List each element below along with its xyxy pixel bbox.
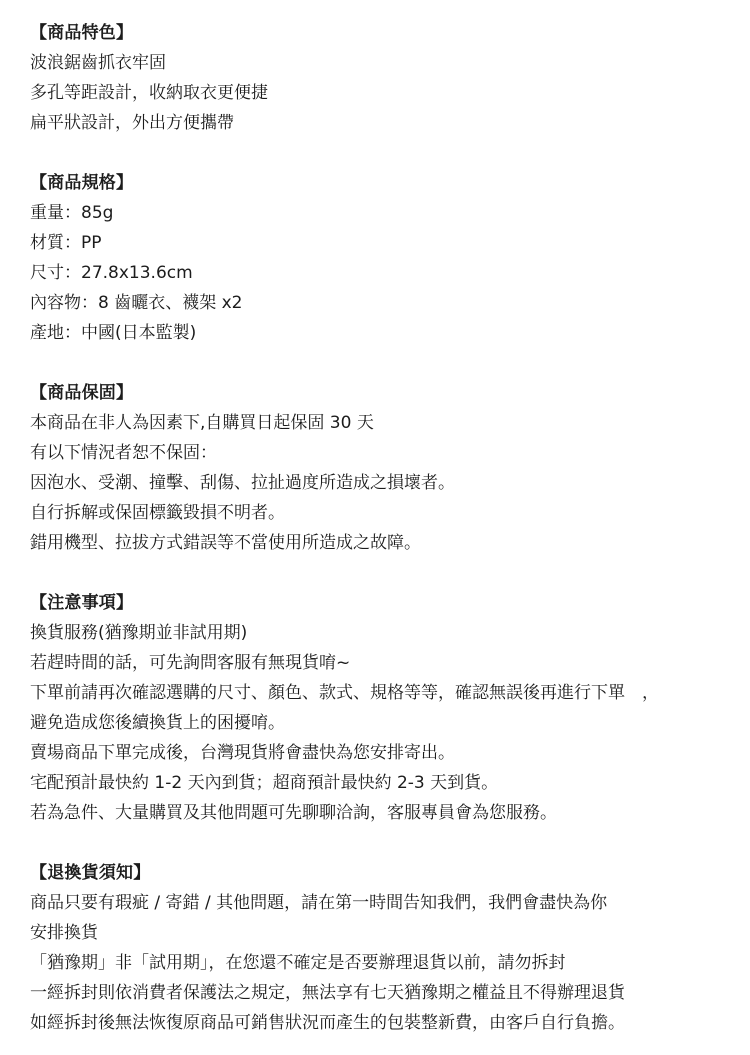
text-line: 「猶豫期」非「試用期」，在您還不確定是否要辦理退貨以前，請勿拆封 bbox=[30, 953, 566, 973]
text-line: 產地：中國(日本監製) bbox=[30, 323, 197, 343]
text-line: 波浪鋸齒抓衣牢固 bbox=[30, 53, 166, 73]
text-line: 換貨服務(猶豫期並非試用期) bbox=[30, 623, 248, 643]
section-heading: 【商品特色】 bbox=[30, 23, 134, 43]
section-heading: 【退換貨須知】 bbox=[30, 863, 151, 883]
text-line: 多孔等距設計，收納取衣更便捷 bbox=[30, 83, 268, 103]
text-line: 避免造成您後續換貨上的困擾唷。 bbox=[30, 713, 285, 733]
text-line: 錯用機型、拉拔方式錯誤等不當使用所造成之故障。 bbox=[30, 533, 421, 553]
section-features bbox=[30, 18, 730, 138]
section-warranty bbox=[30, 378, 730, 558]
section-heading: 【商品規格】 bbox=[30, 173, 134, 193]
text-line: 扁平狀設計，外出方便攜帶 bbox=[30, 113, 234, 133]
section-heading: 【注意事項】 bbox=[30, 593, 134, 613]
text-line: 材質：PP bbox=[30, 233, 102, 253]
text-line: 內容物：8 齒曬衣、襪架 x2 bbox=[30, 293, 243, 313]
text-line: 下單前請再次確認選購的尺寸、顏色、款式、規格等等，確認無誤後再進行下單 ， bbox=[30, 683, 659, 703]
section-returns bbox=[30, 858, 730, 1038]
text-line: 因泡水、受潮、撞擊、刮傷、拉扯過度所造成之損壞者。 bbox=[30, 473, 455, 493]
text-line: 自行拆解或保固標籤毀損不明者。 bbox=[30, 503, 285, 523]
product-description bbox=[30, 18, 730, 1038]
section-specs bbox=[30, 168, 730, 348]
text-line: 商品只要有瑕疵 / 寄錯 / 其他問題，請在第一時間告知我們，我們會盡快為你 bbox=[30, 893, 608, 913]
text-line: 尺寸：27.8x13.6cm bbox=[30, 263, 193, 283]
text-line: 如經拆封後無法恢復原商品可銷售狀況而產生的包裝整新費，由客戶自行負擔。 bbox=[30, 1013, 625, 1033]
section-notes bbox=[30, 588, 730, 828]
text-line: 一經拆封則依消費者保護法之規定，無法享有七天猶豫期之權益且不得辦理退貨 bbox=[30, 983, 625, 1003]
text-line: 宅配預計最快約 1-2 天內到貨；超商預計最快約 2-3 天到貨。 bbox=[30, 773, 499, 793]
text-line: 重量：85g bbox=[30, 203, 114, 223]
text-line: 若為急件、大量購買及其他問題可先聊聊洽詢，客服專員會為您服務。 bbox=[30, 803, 557, 823]
text-line: 安排換貨 bbox=[30, 923, 98, 943]
text-line: 若趕時間的話，可先詢問客服有無現貨唷~ bbox=[30, 653, 351, 673]
text-line: 賣場商品下單完成後，台灣現貨將會盡快為您安排寄出。 bbox=[30, 743, 455, 763]
text-line: 本商品在非人為因素下,自購買日起保固 30 天 bbox=[30, 413, 374, 433]
section-heading: 【商品保固】 bbox=[30, 383, 134, 403]
text-line: 有以下情況者恕不保固： bbox=[30, 443, 217, 463]
